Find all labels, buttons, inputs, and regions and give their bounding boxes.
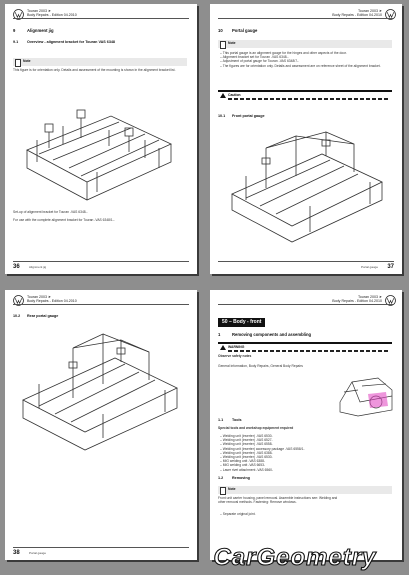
figure-caption: Set-up of alignment bracket for Touran -VAS 6348-. — [13, 210, 88, 214]
manual-page-50 — [210, 290, 402, 560]
figure-caption-2: For use with the complete alignment bracket for Touran -VAS 6348/1-. — [13, 218, 115, 222]
svg-text:CarGeometry: CarGeometry — [213, 544, 377, 571]
tool-item: – Welding unit (inverter) accessory package -VAS 6558/1- — [220, 447, 342, 451]
warning-triangle-icon — [220, 93, 226, 98]
caution-box: Caution — [218, 90, 392, 102]
note-box: Note — [218, 40, 392, 48]
alignment-bracket-figure — [19, 88, 179, 206]
tool-item: – Welding unit (inverter) -VAS 6558- — [220, 442, 342, 446]
tool-item: – Laser rivet attachment -VAS 6560- — [220, 468, 342, 472]
header-text: Touran 2003 ➤ Body Repairs - Edition 04.2010 — [27, 9, 77, 18]
page-footer — [13, 547, 189, 556]
front-portal-gauge-figure — [226, 128, 388, 246]
subsection-heading: 9.1 Overview - alignment bracket for Touran VAS 6348 — [13, 40, 115, 44]
rear-portal-gauge-figure — [17, 328, 183, 454]
header-text: Touran 2003 ➤ Body Repairs - Edition 04.2010 — [332, 295, 382, 304]
note-box: Note — [13, 58, 187, 66]
section-heading: 1 Removing components and assembling — [218, 332, 312, 337]
tools-list — [220, 434, 342, 472]
note-text: This figure is for orientation only. Details and assessment of the mounting is shown in the alignment bracket list. — [13, 68, 176, 72]
tool-item: – Welding unit (inverter) -VAS 6527- — [220, 438, 342, 442]
note-icon — [220, 487, 226, 495]
page-number: 36 — [13, 264, 20, 270]
page-number: 37 — [387, 264, 394, 270]
cargeometry-watermark — [191, 543, 403, 571]
tool-item: – MIG welding unit -VAS 6388- — [220, 459, 342, 463]
manual-page-37 — [210, 4, 402, 274]
chapter-band: 50 – Body - front — [218, 318, 265, 327]
manual-page-36 — [5, 4, 197, 274]
tool-item: – Welding unit (inverter) -VAS 6530- — [220, 434, 342, 438]
tool-item: – Welding unit (inverter) -VAS 6388- — [220, 451, 342, 455]
footer-text: Portal gauge — [29, 551, 47, 555]
page-footer — [218, 261, 394, 270]
warning-box: WARNING — [218, 342, 392, 354]
note-text: Front unit carrier housing, panel removal. Assemble instructions see: Welding and other removal methods. Fastening: Remove windows. — [218, 496, 338, 505]
tools-header: Special tools and workshop equipment required — [218, 426, 294, 430]
subsection-heading: 10.1 Front portal gauge — [218, 114, 265, 118]
section-heading: 10 Portal gauge — [218, 28, 258, 33]
note-icon — [15, 59, 21, 67]
header-text: Touran 2003 ➤ Body Repairs - Edition 04.2010 — [27, 295, 77, 304]
header-text: Touran 2003 ➤ Body Repairs - Edition 04.2010 — [332, 9, 382, 18]
manual-page-38 — [5, 290, 197, 560]
subsection-heading: 1.1 Tools — [218, 418, 242, 422]
note-icon — [220, 41, 226, 49]
reference-text: General information, Body Repairs, General Body Repairs — [218, 364, 303, 368]
removal-step: – Separate original joint. — [220, 512, 392, 516]
car-front-detail-figure — [338, 372, 394, 418]
tool-item: – Welding unit (inverter) -VAS 6530- — [220, 455, 342, 459]
footer-text: Alignment jig — [29, 265, 47, 269]
section-heading: 9 Alignment jig — [13, 28, 54, 33]
note-box: Note — [218, 486, 392, 494]
page-number: 38 — [13, 550, 20, 556]
subsection-heading: 10.2 Rear portal gauge — [13, 314, 59, 318]
footer-text: Portal gauge — [360, 265, 378, 269]
tool-item: – MIG welding unit -VAS 6653- — [220, 463, 342, 467]
safety-note: Observe safety notes — [218, 354, 252, 358]
page-footer — [13, 261, 189, 270]
subsection-heading-2: 1.2 Removing — [218, 476, 250, 480]
note-bullets: – This portal gauge is an alignment gauge for the hinges and other aspects of the door. – Alignment bracket set for Touran -VAS 6348-. – Adjustment of portal gauge for Touran -VAS 6348/7-. – The figures are for orientation only. Details and assessment are on reference sheet of the alignment bracket. — [220, 51, 392, 68]
warning-triangle-icon — [220, 345, 226, 350]
